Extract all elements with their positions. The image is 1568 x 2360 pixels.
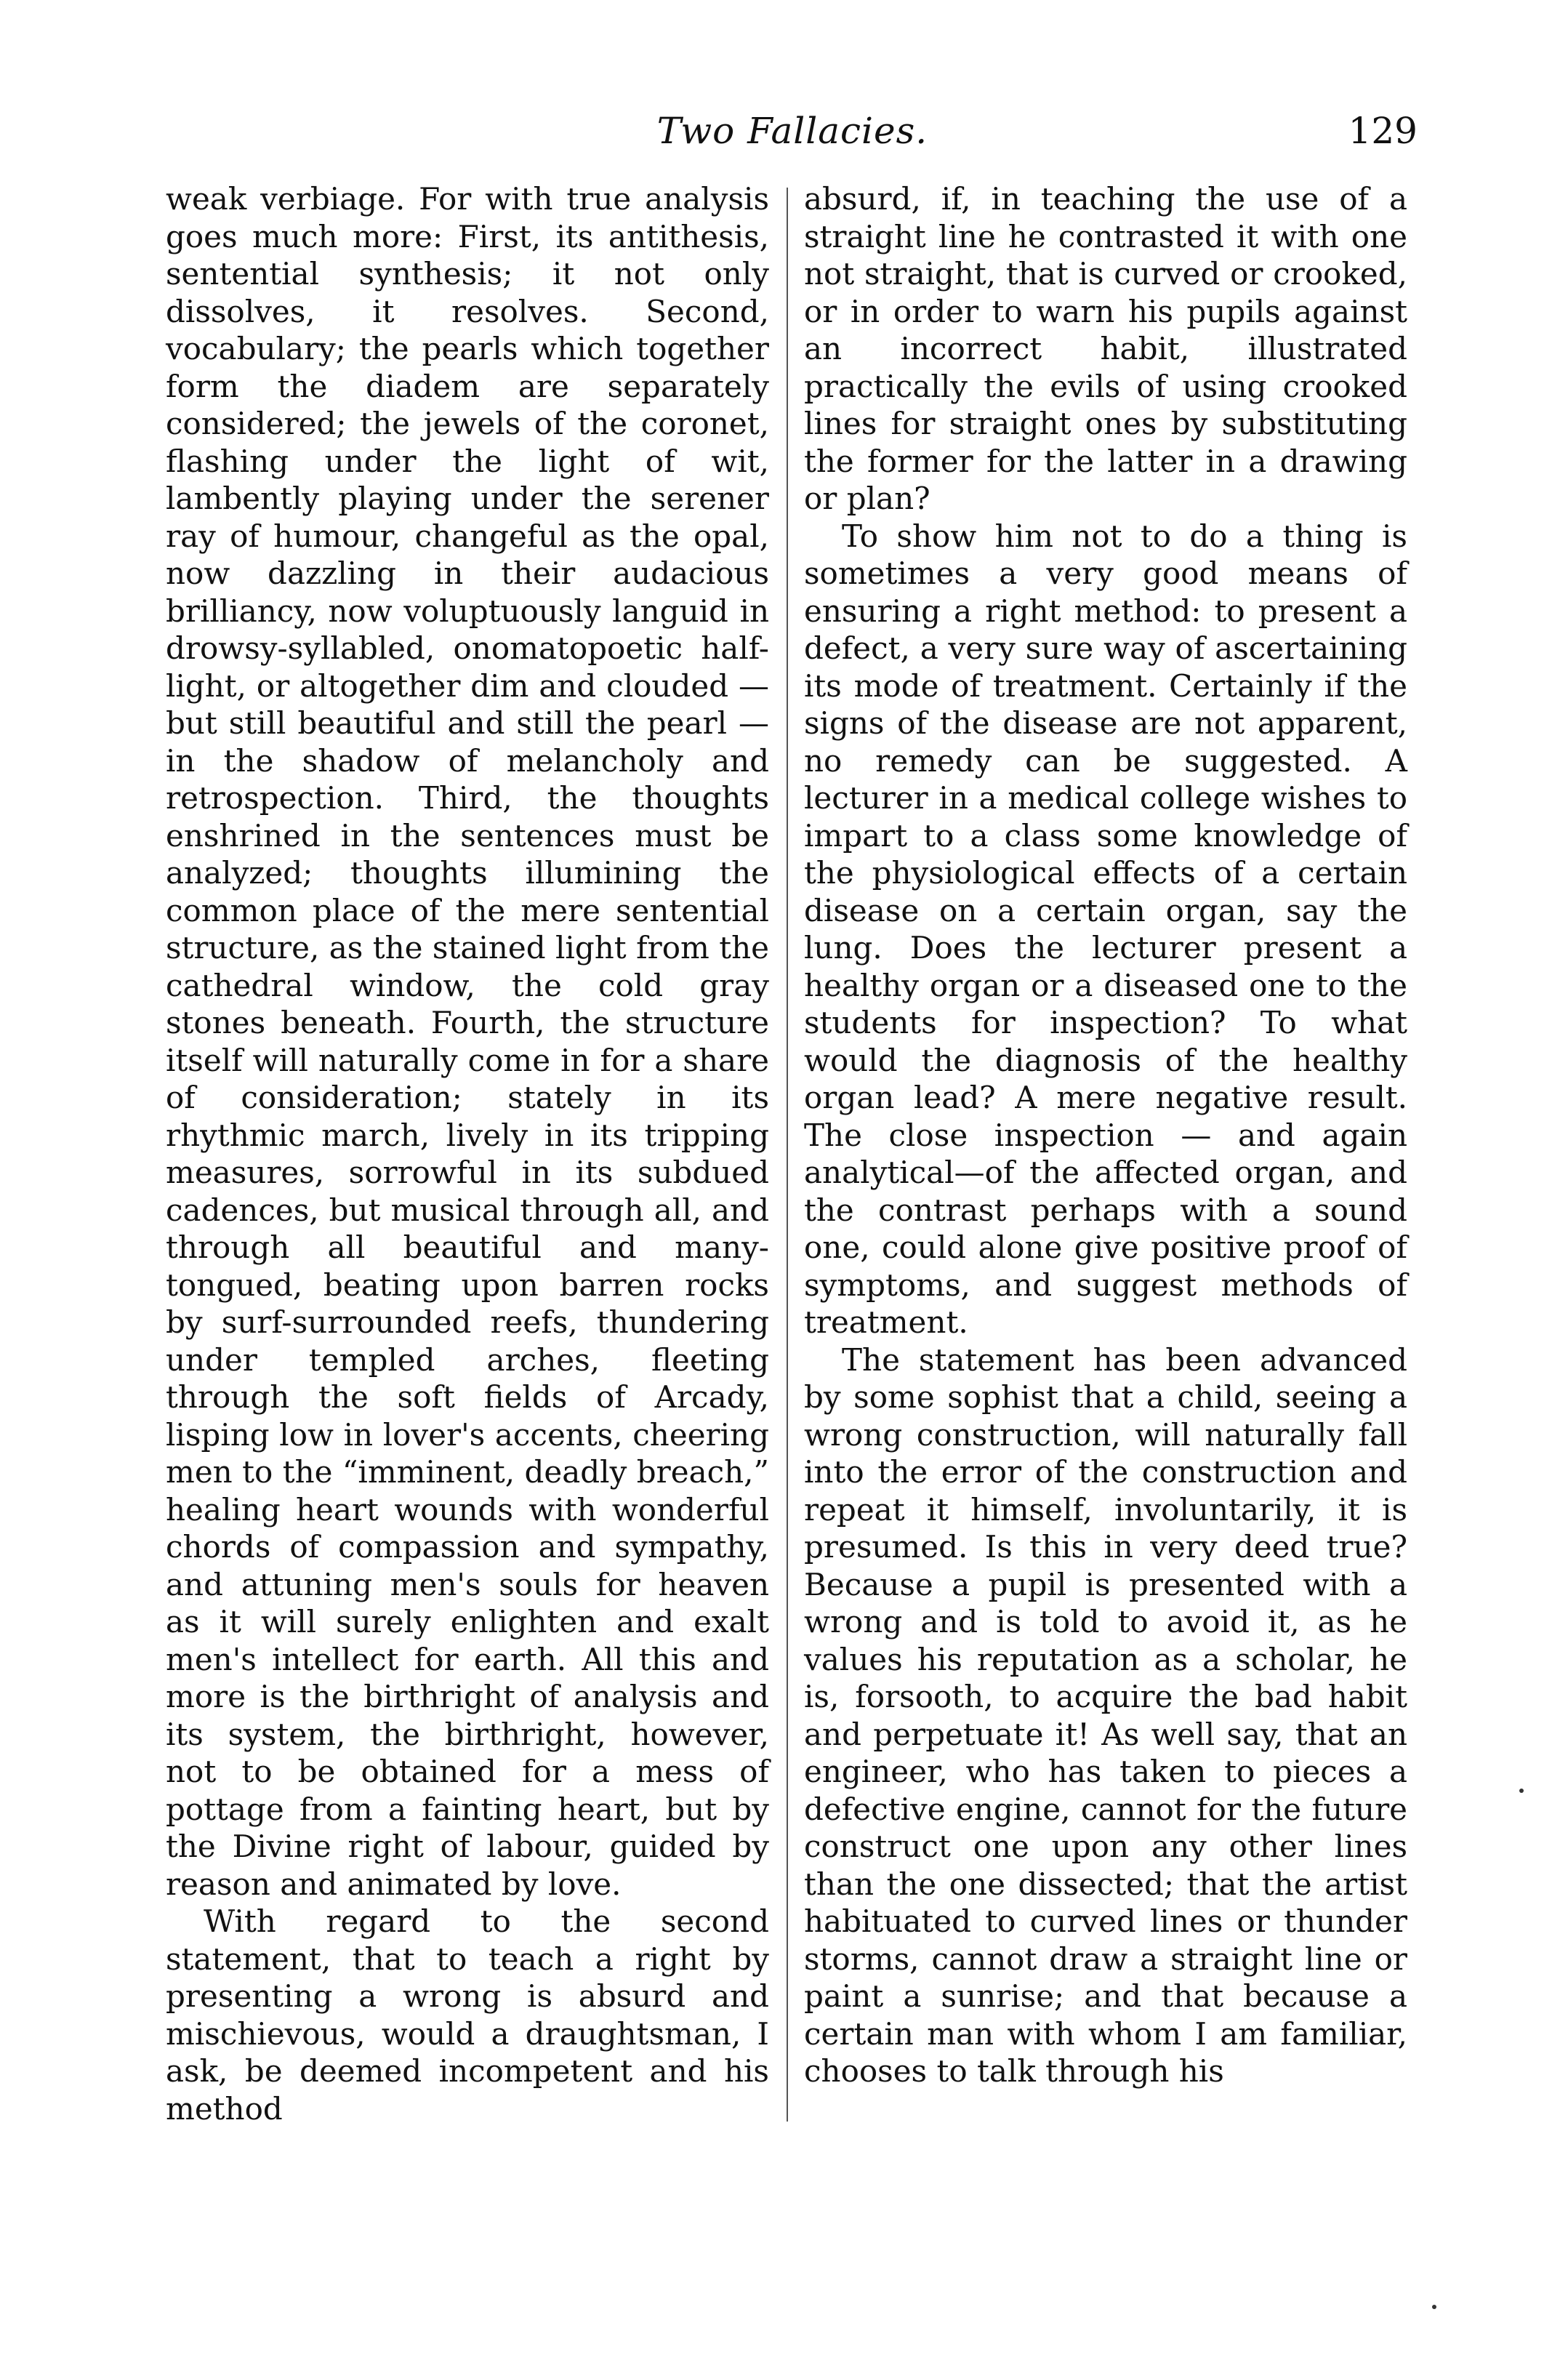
right-paragraph-2: To show him not to do a thing is sometimes a very good means of ensuring a right method: to present a defect, a very sure way of ascertaining its mode of treatment. Certainly if the signs of the disease are not apparent, no remedy can be suggested. A lecturer in a medical college wishes to impart to a class some knowledge of the physiological effects of a certain disease on a certain organ, say the lung. Does the lecturer present a healthy organ or a diseased one to the students for inspection? To what would the diagnosis of the healthy organ lead? A mere negative result. The close inspection — and again analytical—of the affected organ, and the contrast perhaps with a sound one, could alone give positive proof of symptoms, and suggest methods of treatment.	[804, 518, 1407, 1340]
right-column	[804, 180, 1407, 2090]
left-column	[166, 180, 769, 2127]
right-paragraph-3: The statement has been advanced by some sophist that a child, seeing a wrong construction, will naturally fall into the error of the construction and repeat it himself, involuntarily, it is presumed. Is this in very deed true? Because a pupil is presented with a wrong and is told to avoid it, as he values his reputation as a scholar, he is, forsooth, to acquire the bad habit and perpetuate it! As well say, that an engineer, who has taken to pieces a defective engine, cannot for the future construct one upon any other lines than the one dissected; that the artist habituated to curved lines or thunder storms, cannot draw a straight line or paint a sunrise; and that because a certain man with whom I am familiar, chooses to talk through his	[804, 1341, 1407, 2089]
ink-speck	[1432, 2305, 1436, 2309]
page-number: 129	[1348, 110, 1418, 152]
column-divider-rule	[787, 188, 788, 2122]
left-paragraph-1: weak verbiage. For with true analysis goes much more: First, its antithesis, sentential synthesis; it not only dissolves, it resolves. Second, vocabulary; the pearls which together form the diadem are separately considered; the jewels of the coronet, flashing under the light of wit, lambently playing under the serener ray of humour, changeful as the opal, now dazzling in their audacious brilliancy, now voluptuously languid in drowsy-syllabled, onomatopoetic half-light, or altogether dim and clouded —but still beautiful and still the pearl —in the shadow of melancholy and retrospection. Third, the thoughts enshrined in the sentences must be analyzed; thoughts illumining the common place of the mere sentential structure, as the stained light from the cathedral window, the cold gray stones beneath. Fourth, the structure itself will naturally come in for a share of consideration; stately in its rhythmic march, lively in its tripping measures, sorrowful in its subdued cadences, but musical through all, and through all beautiful and many-tongued, beating upon barren rocks by surf-surrounded reefs, thundering under templed arches, fleeting through the soft fields of Arcady, lisping low in lover's accents, cheering men to the “imminent, deadly breach,” healing heart wounds with wonderful chords of compassion and sympathy, and attuning men's souls for heaven as it will surely enlighten and exalt men's intellect for earth. All this and more is the birthright of analysis and its system, the birthright, however, not to be obtained for a mess of pottage from a fainting heart, but by the Divine right of labour, guided by reason and animated by love.	[166, 181, 769, 1902]
running-title: Two Fallacies.	[656, 110, 928, 152]
right-paragraph-1: absurd, if, in teaching the use of a straight line he contrasted it with one not straight, that is curved or crooked, or in order to warn his pupils against an incorrect habit, illustrated practically the evils of using crooked lines for straight ones by substituting the former for the latter in a drawing or plan?	[804, 181, 1407, 516]
ink-speck	[1519, 1789, 1524, 1793]
left-paragraph-2: With regard to the second statement, that to teach a right by presenting a wrong is absurd and mischievous, would a draughtsman, I ask, be deemed incompetent and his method	[166, 1903, 769, 2127]
running-header	[167, 109, 1418, 160]
